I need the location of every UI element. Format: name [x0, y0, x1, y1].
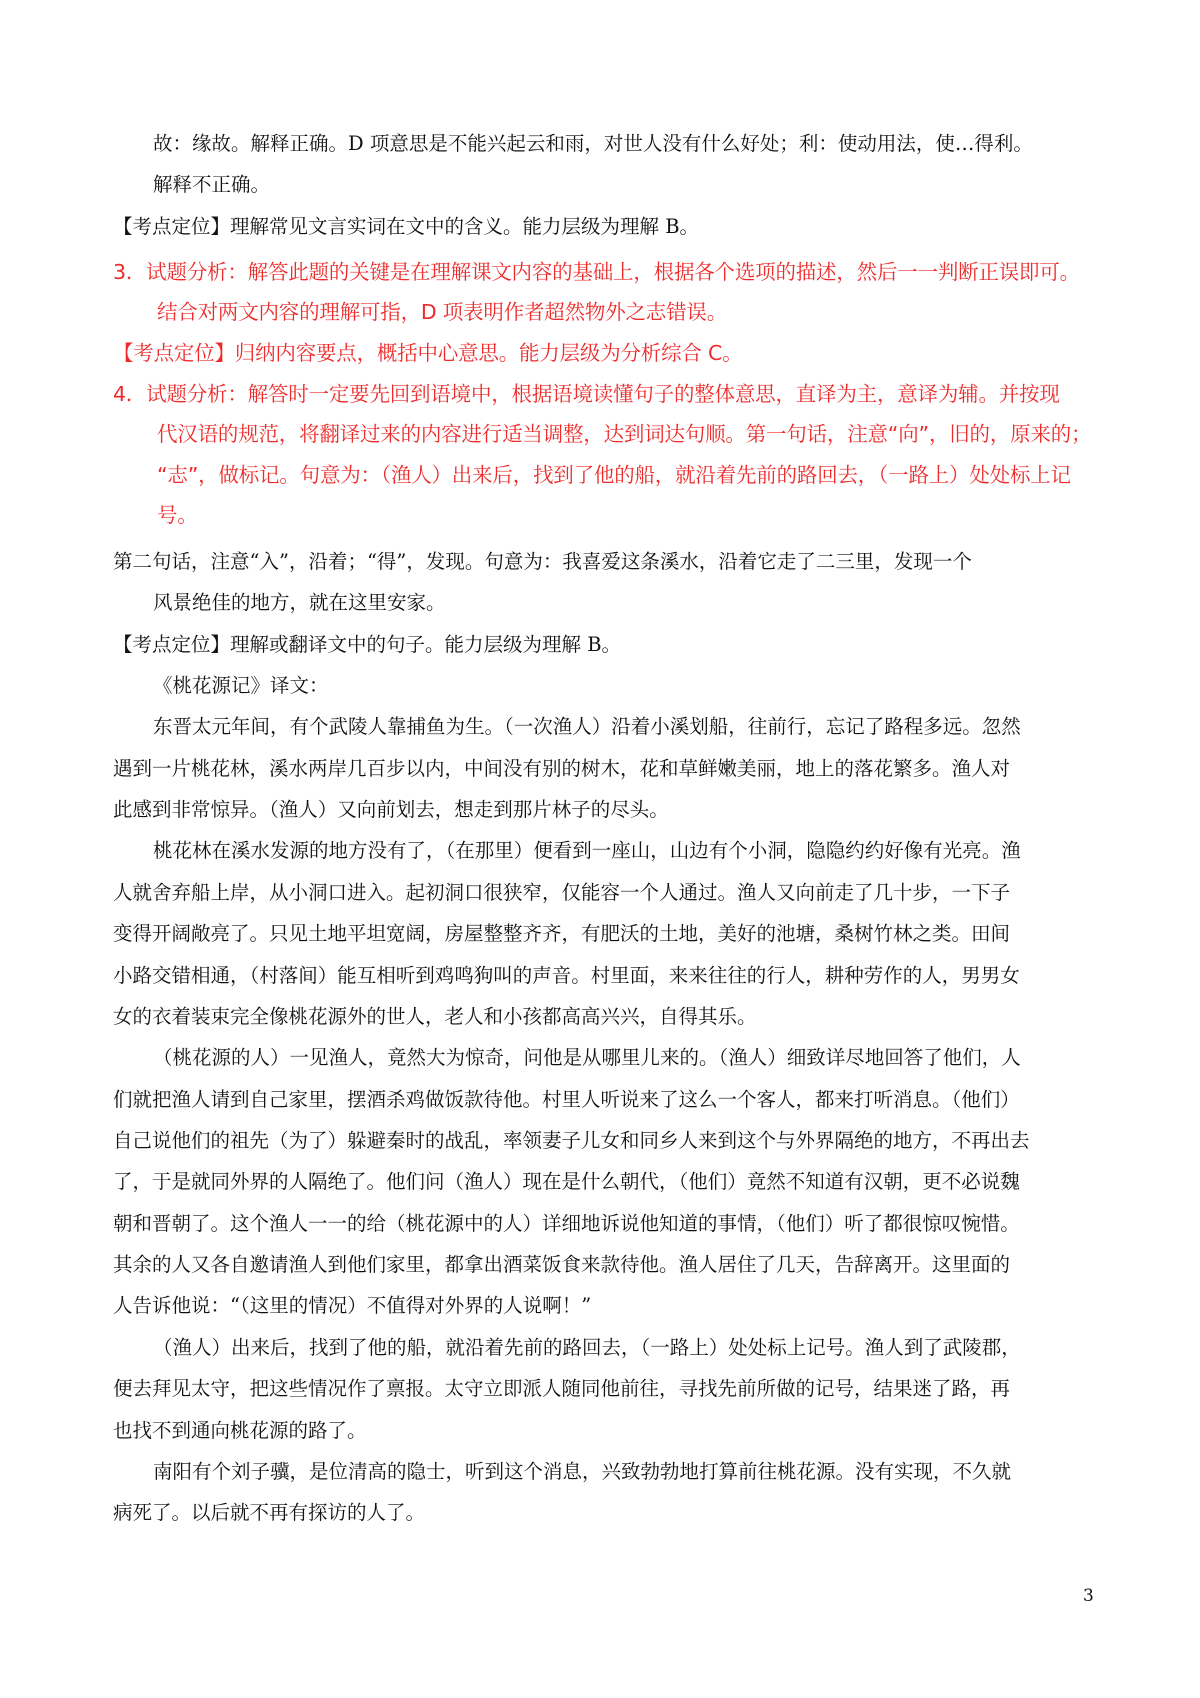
- page-number: 3: [1083, 1586, 1094, 1606]
- answer-3-point-line: 【考点定位】归纳内容要点，概括中心意思。能力层级为分析综合 C。: [113, 341, 743, 365]
- translation-line: 此感到非常惊异。（渔人）又向前划去，想走到那片林子的尽头。: [113, 798, 669, 821]
- answer-3-line: 结合对两文内容的理解可指，D 项表明作者超然物外之志错误。: [157, 300, 728, 324]
- translation-line: 们就把渔人请到自己家里，摆酒杀鸡做饭款待他。村里人听说来了这么一个客人，都来打听消息。（他们）: [113, 1088, 1020, 1111]
- translation-line: 小路交错相通，（村落间）能互相听到鸡鸣狗叫的声音。村里面，来来往往的行人，耕种劳作的人，男男女: [113, 964, 1020, 987]
- text-line: 第二句话，注意“入”，沿着；“得”，发现。句意为：我喜爱这条溪水，沿着它走了二三里，发现一个: [113, 550, 972, 573]
- translation-line: 人就舍弃船上岸，从小洞口进入。起初洞口很狭窄，仅能容一个人通过。渔人又向前走了几十步，一下子: [113, 881, 1011, 904]
- answer-4-line: 号。: [157, 503, 198, 527]
- translation-line: 病死了。以后就不再有探访的人了。: [113, 1501, 426, 1524]
- translation-line: 朝和晋朝了。这个渔人一一的给（桃花源中的人）详细地诉说他知道的事情，（他们）听了都很惊叹惋惜。: [113, 1212, 1020, 1235]
- translation-line: 便去拜见太守，把这些情况作了禀报。太守立即派人随同他前往，寻找先前所做的记号，结果迷了路，再: [113, 1377, 1011, 1400]
- translation-line: 人告诉他说：“（这里的情况）不值得对外界的人说啊！”: [113, 1294, 592, 1317]
- text-line: 解释不正确。: [153, 173, 271, 196]
- translation-line: 遇到一片桃花林，溪水两岸几百步以内，中间没有别的树木，花和草鲜嫩美丽，地上的落花繁多。渔人对: [113, 757, 1011, 780]
- answer-4-line: 代汉语的规范，将翻译过来的内容进行适当调整，达到词达句顺。第一句话，注意“向”，旧的，原来的；: [157, 422, 1092, 446]
- translation-title: 《桃花源记》译文：: [153, 674, 329, 697]
- translation-line: （桃花源的人）一见渔人，竟然大为惊奇，问他是从哪里儿来的。（渔人）细致详尽地回答了他们，人: [153, 1046, 1021, 1069]
- answer-4-line: “志”，做标记。句意为：（渔人）出来后，找到了他的船，就沿着先前的路回去，（一路上）处处标上记: [157, 463, 1071, 487]
- translation-line: 南阳有个刘子骥，是位清高的隐士，听到这个消息，兴致勃勃地打算前往桃花源。没有实现，不久就: [153, 1460, 1012, 1483]
- text-line: 故：缘故。解释正确。D 项意思是不能兴起云和雨，对世人没有什么好处；利：使动用法，使…得利。: [153, 132, 1033, 155]
- text-line: 【考点定位】理解或翻译文中的句子。能力层级为理解 B。: [113, 633, 622, 656]
- translation-line: （渔人）出来后，找到了他的船，就沿着先前的路回去，（一路上）处处标上记号。渔人到了武陵郡，: [153, 1336, 1021, 1359]
- answer-4-line: 4．试题分析：解答时一定要先回到语境中，根据语境读懂句子的整体意思，直译为主，意译为辅。并按现: [113, 382, 1060, 406]
- translation-line: 桃花林在溪水发源的地方没有了，（在那里）便看到一座山，山边有个小洞，隐隐约约好像有光亮。渔: [153, 839, 1021, 862]
- answer-3-line: 3．试题分析：解答此题的关键是在理解课文内容的基础上，根据各个选项的描述，然后一一判断正误即可。: [113, 260, 1080, 284]
- translation-line: 了，于是就同外界的人隔绝了。他们问（渔人）现在是什么朝代，（他们）竟然不知道有汉朝，更不必说魏: [113, 1170, 1020, 1193]
- text-line: 风景绝佳的地方，就在这里安家。: [153, 591, 446, 614]
- translation-line: 东晋太元年间，有个武陵人靠捕鱼为生。（一次渔人）沿着小溪划船，往前行，忘记了路程多远。忽然: [153, 715, 1021, 738]
- translation-line: 自己说他们的祖先（为了）躲避秦时的战乱，率领妻子儿女和同乡人来到这个与外界隔绝的地方，不再出去: [113, 1129, 1030, 1152]
- translation-line: 变得开阔敞亮了。只见土地平坦宽阔，房屋整整齐齐，有肥沃的土地，美好的池塘，桑树竹林之类。田间: [113, 922, 1011, 945]
- translation-line: 其余的人又各自邀请渔人到他们家里，都拿出酒菜饭食来款待他。渔人居住了几天，告辞离开。这里面的: [113, 1253, 1011, 1276]
- translation-line: 也找不到通向桃花源的路了。: [113, 1419, 367, 1442]
- text-line: 【考点定位】理解常见文言实词在文中的含义。能力层级为理解 B。: [113, 215, 700, 238]
- translation-line: 女的衣着装束完全像桃花源外的世人，老人和小孩都高高兴兴，自得其乐。: [113, 1005, 757, 1028]
